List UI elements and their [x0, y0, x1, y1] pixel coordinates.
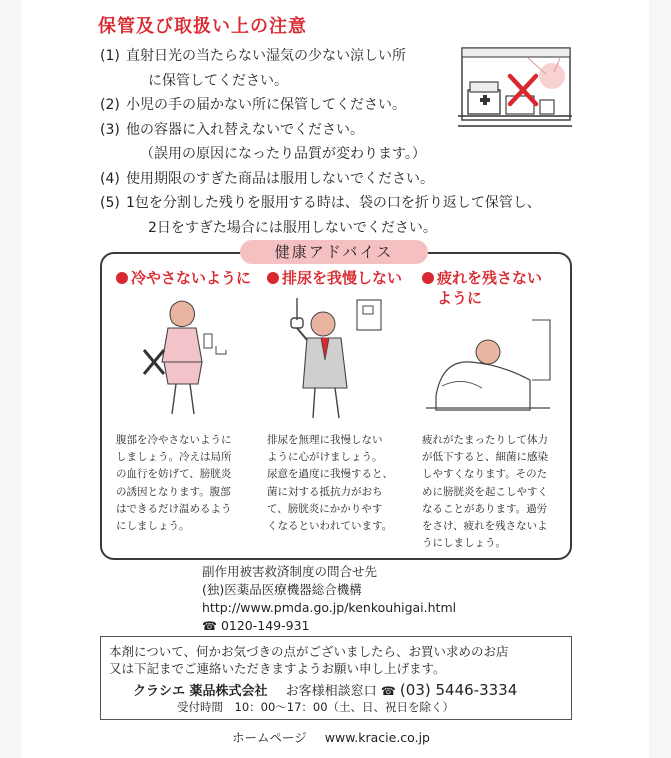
- item-number: (1): [100, 48, 120, 64]
- homepage-label: ホームページ: [232, 730, 307, 745]
- red-dot-icon: [267, 272, 279, 284]
- advice-column-rest: [422, 268, 560, 550]
- advice-column-urination: [267, 268, 405, 533]
- red-dot-icon: [422, 272, 434, 284]
- right-page-margin: [649, 0, 671, 758]
- item-line: 使用期限のすぎた商品は服用しないでください。: [126, 170, 434, 187]
- advice-text: 腹部を冷やさないように しましょう。冷えは局所 の血行を妨げて、膀胱炎 の誘因となります。腹部 はできるだけ温めるよう にしましょう。: [116, 434, 232, 533]
- storage-title: 保管及び取扱い上の注意: [98, 16, 307, 37]
- advice-text: 排尿を無理に我慢しない ように心がけましょう。 尿意を過度に我慢すると、 菌に対する抵抗力がおち て、膀胱炎にかかりやす くなるといわれています。: [267, 434, 393, 533]
- left-page-margin: [0, 0, 22, 758]
- contact-desk: お客様相談窓口: [285, 684, 377, 699]
- item-line: 他の容器に入れ替えないでください。: [126, 121, 364, 138]
- item-line: （誤用の原因になったり品質が変わります。）: [140, 146, 426, 162]
- advice-heading: 排尿を我慢しない: [267, 268, 405, 288]
- health-advice-title: 健康アドバイス: [240, 240, 428, 264]
- advice-column-keep-warm: [116, 268, 254, 533]
- relief-url: http://www.pmda.go.jp/kenkouhigai.html: [202, 600, 457, 615]
- company-name: クラシエ 薬品株式会社: [133, 684, 268, 699]
- item-number: (4): [100, 170, 120, 187]
- customer-contact-box: [100, 636, 572, 720]
- homepage-line: [232, 728, 430, 746]
- contact-message: 本剤について、何かお気づきの点がございましたら、お買い求めのお店 又は下記までご連絡いただきますようお願い申し上げます。: [109, 644, 509, 676]
- item-number: (5): [100, 195, 120, 211]
- relief-phone: ☎ 0120-149-931: [202, 618, 310, 633]
- storage-illustration: [456, 46, 574, 130]
- relief-system-contact: [202, 563, 456, 635]
- advice-heading: 冷やさないように: [116, 268, 254, 288]
- contact-hours: 受付時間 10：00〜17：00（土、日、祝日を除く）: [177, 700, 455, 714]
- relief-line: 副作用被害救済制度の問合せ先: [202, 564, 378, 579]
- woman-cold-illustration: [116, 294, 254, 422]
- telephone-icon: ☎: [380, 684, 396, 698]
- telephone-icon: ☎: [202, 619, 217, 633]
- item-number: (2): [100, 97, 120, 113]
- prohibition-x-icon: [144, 350, 164, 374]
- contact-phone: (03) 5446-3334: [399, 681, 518, 699]
- item-line: 2日をすぎた場合には服用しないでください。: [148, 219, 437, 236]
- storage-item-4: [100, 167, 590, 192]
- storage-item-5: [100, 191, 590, 240]
- homepage-url: www.kracie.co.jp: [324, 730, 430, 745]
- advice-heading: 疲れを残さない ように: [422, 268, 560, 308]
- item-line: 直射日光の当たらない湿気の少ない涼しい所: [126, 48, 406, 64]
- sleeping-man-illustration: [422, 316, 560, 444]
- item-line: 小児の手の届かない所に保管してください。: [126, 97, 406, 113]
- item-number: (3): [100, 121, 120, 138]
- contact-line: [133, 680, 517, 699]
- relief-line: (独)医薬品医療機器総合機構: [202, 582, 362, 597]
- advice-text: 疲れがたまったりして体力 が低下すると、細菌に感染 しやすくなります。そのた めに膀胱炎を起こしやすく なることがあります。過労 をさけ、疲れを残さないよ うにしましょう。: [422, 434, 548, 550]
- item-line: 1包を分割した残りを服用する時は、袋の口を折り返して保管し、: [126, 195, 541, 211]
- item-line: に保管してください。: [148, 72, 288, 89]
- man-train-illustration: [267, 294, 405, 422]
- red-dot-icon: [116, 272, 128, 284]
